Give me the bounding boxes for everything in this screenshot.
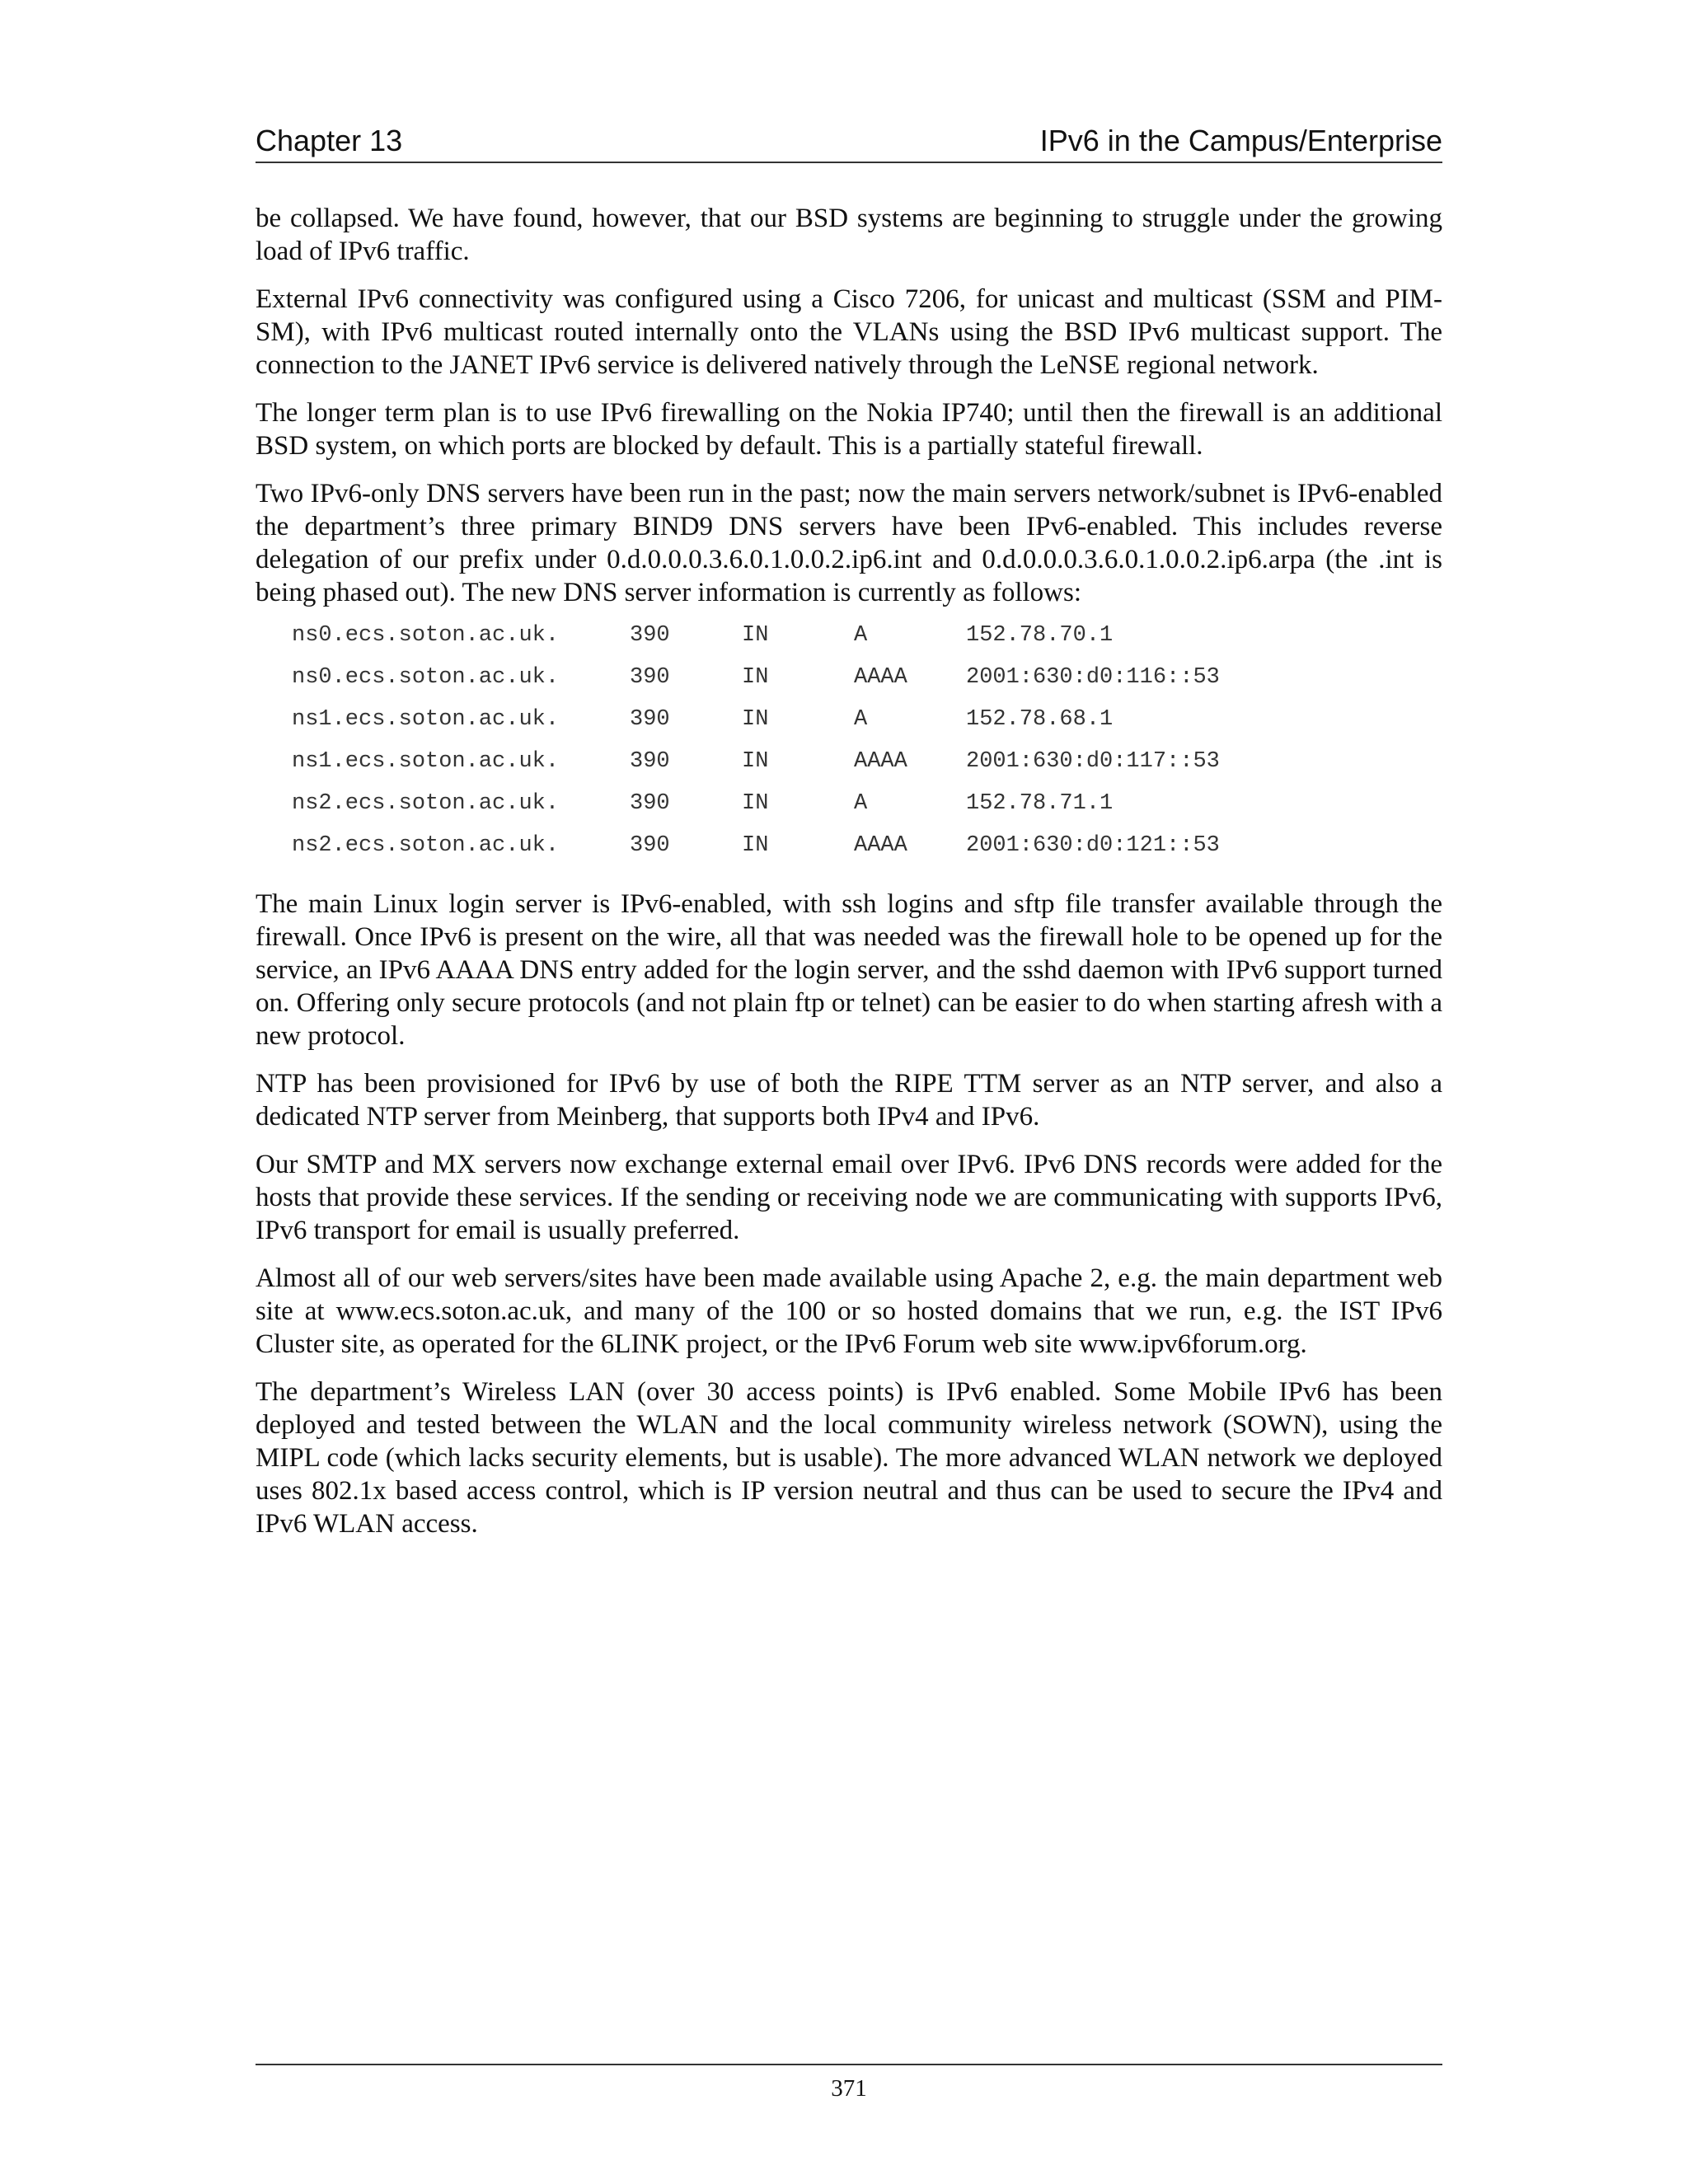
paragraph: Almost all of our web servers/sites have been made available using Apache 2, e.g. the main department web site at www.ecs.soton.ac.uk, and many of the 100 or so hosted domains that we run, e.g. the IST IPv6 Cluster site, as operated for the 6LINK project, or the IPv6 Forum web site www.ipv6forum.org. <box>256 1263 1442 1359</box>
dns-record-row <box>292 782 1296 824</box>
chapter-title: IPv6 in the Campus/Enterprise <box>1039 124 1442 157</box>
body-text <box>256 202 1442 1555</box>
dns-host: ns2.ecs.soton.ac.uk. <box>292 790 560 816</box>
dns-ttl: 390 <box>630 622 670 648</box>
dns-host: ns0.ecs.soton.ac.uk. <box>292 664 560 690</box>
dns-type: AAAA <box>854 664 907 690</box>
running-footer <box>256 2064 1442 2105</box>
dns-ttl: 390 <box>630 790 670 816</box>
paragraph: The department’s Wireless LAN (over 30 access points) is IPv6 enabled. Some Mobile IPv6 has been deployed and tested between the WLAN and the local community wireless network (SOWN), using the MIPL code (which lacks security elements, but is usable). The more advanced WLAN network we deployed uses 802.1x based access control, which is IP version neutral and thus can be used to secure the IPv4 and IPv6 WLAN access. <box>256 1377 1442 1539</box>
dns-type: AAAA <box>854 748 907 774</box>
paragraph: Two IPv6-only DNS servers have been run in the past; now the main servers network/subnet is IPv6-enabled the department’s three primary BIND9 DNS servers have been IPv6-enabled. This includes reverse delegation of our prefix under 0.d.0.0.0.3.6.0.1.0.0.2.ip6.int and 0.d.0.0.0.3.6.0.1.0.0.2.ip6.arpa (the .int is being phased out). The new DNS server information is currently as follows: <box>256 479 1442 607</box>
dns-type: A <box>854 622 868 648</box>
dns-record-row <box>292 824 1296 866</box>
dns-class: IN <box>742 748 769 774</box>
paragraph: External IPv6 connectivity was configured using a Cisco 7206, for unicast and multicast (SSM and PIM-SM), with IPv6 multicast routed internally onto the VLANs using the BSD IPv6 multicast support. The connection to the JANET IPv6 service is delivered natively through the LeNSE regional network. <box>256 284 1442 380</box>
dns-address: 2001:630:d0:116::53 <box>966 664 1220 690</box>
dns-host: ns2.ecs.soton.ac.uk. <box>292 832 560 858</box>
dns-record-row <box>292 614 1296 656</box>
dns-address: 2001:630:d0:121::53 <box>966 832 1220 858</box>
paragraph: NTP has been provisioned for IPv6 by use of both the RIPE TTM server as an NTP server, and also a dedicated NTP server from Meinberg, that supports both IPv4 and IPv6. <box>256 1069 1442 1132</box>
dns-address: 2001:630:d0:117::53 <box>966 748 1220 774</box>
dns-class: IN <box>742 706 769 732</box>
page-number: 371 <box>831 2075 867 2102</box>
dns-record-row <box>292 740 1296 782</box>
dns-records-table <box>292 614 1296 866</box>
paragraph: Our SMTP and MX servers now exchange external email over IPv6. IPv6 DNS records were added for the hosts that provide these services. If the sending or receiving node we are communicating with supports IPv6, IPv6 transport for email is usually preferred. <box>256 1150 1442 1245</box>
dns-record-row <box>292 698 1296 740</box>
document-page <box>256 0 1442 2184</box>
dns-host: ns0.ecs.soton.ac.uk. <box>292 622 560 648</box>
dns-type: A <box>854 706 868 732</box>
dns-class: IN <box>742 622 769 648</box>
dns-type: AAAA <box>854 832 907 858</box>
chapter-label: Chapter 13 <box>256 124 403 157</box>
paragraph: The longer term plan is to use IPv6 firewalling on the Nokia IP740; until then the firewall is an additional BSD system, on which ports are blocked by default. This is a partially stateful firewall. <box>256 398 1442 461</box>
dns-address: 152.78.70.1 <box>966 622 1114 648</box>
dns-address: 152.78.71.1 <box>966 790 1114 816</box>
running-header <box>256 120 1442 163</box>
dns-ttl: 390 <box>630 748 670 774</box>
dns-host: ns1.ecs.soton.ac.uk. <box>292 748 560 774</box>
dns-address: 152.78.68.1 <box>966 706 1114 732</box>
dns-class: IN <box>742 664 769 690</box>
dns-type: A <box>854 790 868 816</box>
paragraph: be collapsed. We have found, however, that our BSD systems are beginning to struggle under the growing load of IPv6 traffic. <box>256 204 1442 266</box>
dns-host: ns1.ecs.soton.ac.uk. <box>292 706 560 732</box>
dns-record-row <box>292 656 1296 698</box>
dns-ttl: 390 <box>630 664 670 690</box>
paragraph: The main Linux login server is IPv6-enabled, with ssh logins and sftp file transfer available through the firewall. Once IPv6 is present on the wire, all that was needed was the firewall hole to be opened up for the service, an IPv6 AAAA DNS entry added for the login server, and the sshd daemon with IPv6 support turned on. Offering only secure protocols (and not plain ftp or telnet) can be easier to do when starting afresh with a new protocol. <box>256 889 1442 1051</box>
dns-class: IN <box>742 832 769 858</box>
dns-class: IN <box>742 790 769 816</box>
dns-ttl: 390 <box>630 832 670 858</box>
dns-ttl: 390 <box>630 706 670 732</box>
